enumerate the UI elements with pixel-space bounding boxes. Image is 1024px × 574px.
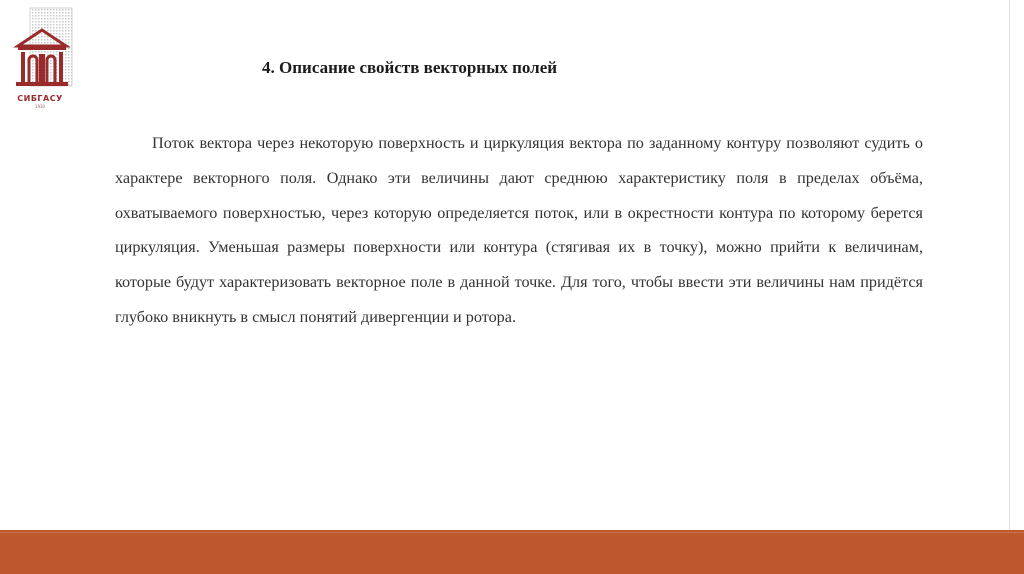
right-divider [1009,0,1010,530]
body-paragraph: Поток вектора через некоторую поверхность и циркуляция вектора по заданному контуру позволяют судить о характере векторного поля. Однако эти величины дают среднюю характеристику поля в пределах объёма, охватываемого поверхностью, через которую определяется поток, или в окрестности контура по которому берется циркуляция. Уменьшая размеры поверхности или контура (стягивая их в точку), можно прийти к величинам, которые будут характеризовать векторное поле в данной точке. Для того, чтобы ввести эти величины нам придётся глубоко вникнуть в смысл понятий дивергенции и ротора. [115,134,923,326]
building-emblem-icon [8,6,74,94]
logo-subcaption: 1930 [34,104,46,109]
logo-caption: СИБГАСУ [17,94,63,103]
footer-band [0,530,1024,574]
footer-accent-line [0,532,1024,533]
slide-title: 4. Описание свойств векторных полей [262,58,558,77]
